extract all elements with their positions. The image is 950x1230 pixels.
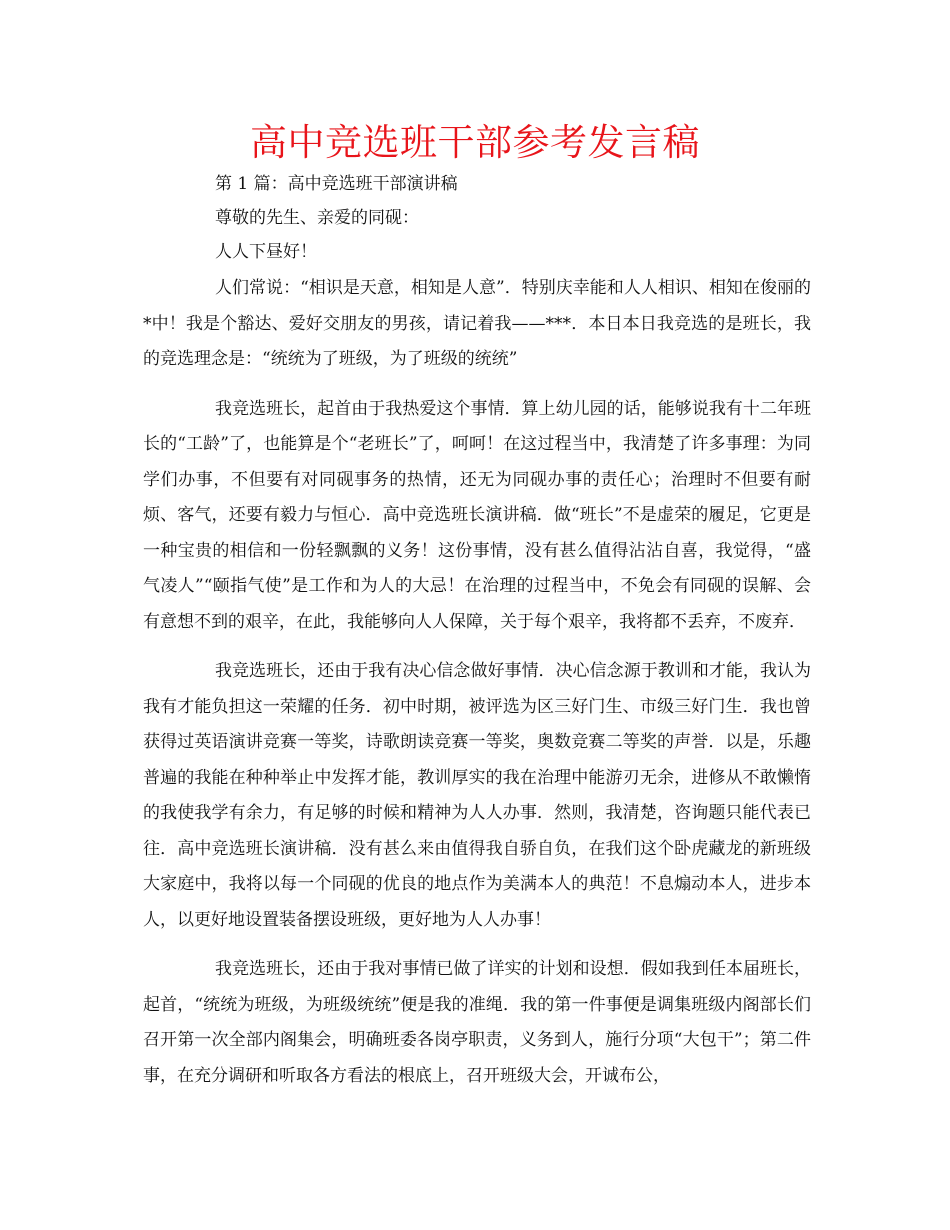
paragraph-3: 我竞选班长，还由于我有决心信念做好事情．决心信念源于教训和才能，我认为我有才能负担这一荣耀的任务．初中时期，被评选为区三好门生、市级三好门生．我也曾获得过英语演讲竞赛一等奖，诗歌朗读竞赛一等奖，奥数竞赛二等奖的声誉．以是，乐趣普遍的我能在种种举止中发挥才能，教训厚实的我在治理中能游刃无余，进修从不敢懒惰的我使我学有余力，有足够的时候和精神为人人办事．然则，我清楚，咨询题只能代表已往．高中竞选班长演讲稿．没有甚么来由值得我自骄自负，在我们这个卧虎藏龙的新班级大家庭中，我将以每一个同砚的优良的地点作为美满本人的典范！不息煽动本人，进步本人，以更好地设置装备摆设班级，更好地为人人办事！	[143, 661, 811, 930]
document-body	[143, 167, 811, 1094]
document-title: 高中竞选班干部参考发言稿	[250, 121, 700, 164]
paragraph-1: 人们常说：“相识是天意，相知是人意”．特别庆幸能和人人相识、相知在俊丽的*中！我是个豁达、爱好交朋友的男孩，请记着我——***．本日本日我竞选的是班长，我的竞选理念是：“统统为了班级，为了班级的统统”	[143, 278, 811, 369]
salutation: 尊敬的先生、亲爱的同砚：	[215, 208, 419, 228]
paragraph-2: 我竞选班长，起首由于我热爱这个事情．算上幼儿园的话，能够说我有十二年班长的“工龄”了，也能算是个“老班长”了，呵呵！在这过程当中，我清楚了许多事理：为同学们办事，不但要有对同砚事务的热情，还无为同砚办事的责任心；治理时不但要有耐烦、客气，还要有毅力与恒心．高中竞选班长演讲稿．做“班长”不是虚荣的履足，它更是一种宝贵的相信和一份轻飘飘的义务！这份事情，没有甚么值得沾沾自喜，我觉得，“盛气凌人”“颐指气使”是工作和为人的大忌！在治理的过程当中，不免会有同砚的误解、会有意想不到的艰辛，在此，我能够向人人保障，关于每个艰辛，我将都不丢弃，不废弃．	[143, 398, 811, 632]
greeting: 人人下昼好！	[215, 242, 317, 262]
section-subtitle: 第 1 篇：高中竞选班干部演讲稿	[215, 174, 458, 194]
paragraph-4: 我竞选班长，还由于我对事情已做了详实的计划和设想．假如我到任本届班长，起首，“统统为班级，为班级统统”便是我的准绳．我的第一件事便是调集班级内阁部长们召开第一次全部内阁集会，明确班委各岗亭职责，义务到人，施行分项“大包干”；第二件事，在充分调研和听取各方看法的根底上，召开班级大会，开诚布公，	[143, 959, 811, 1086]
